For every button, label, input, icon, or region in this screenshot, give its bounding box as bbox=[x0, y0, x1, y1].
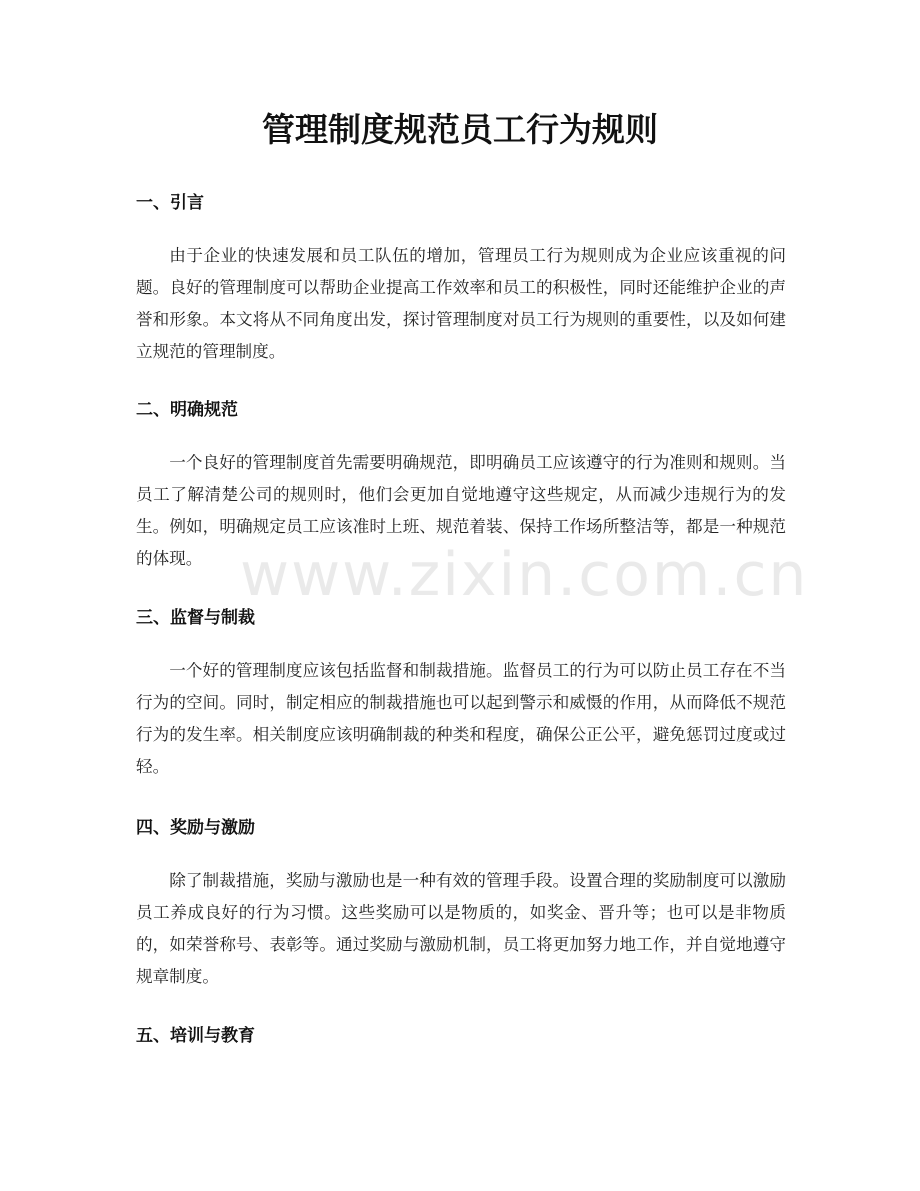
section-training bbox=[136, 1023, 786, 1049]
section-heading: 五、培训与教育 bbox=[136, 1026, 255, 1046]
section-heading: 三、监督与制裁 bbox=[136, 608, 255, 628]
section-heading: 一、引言 bbox=[136, 193, 204, 213]
page-title: 管理制度规范员工行为规则 bbox=[262, 110, 658, 149]
section-body: 一个好的管理制度应该包括监督和制裁措施。监督员工的行为可以防止员工存在不当行为的空间。同时，制定相应的制裁措施也可以起到警示和威慑的作用，从而降低不规范行为的发生率。相关制度应该明确制裁的种类和程度，确保公正公平，避免惩罚过度或过轻。 bbox=[136, 661, 786, 776]
section-rewards bbox=[136, 815, 786, 993]
watermark: www.zixin.com.cn bbox=[240, 540, 809, 610]
section-body: 一个良好的管理制度首先需要明确规范，即明确员工应该遵守的行为准则和规则。当员工了解清楚公司的规则时，他们会更加自觉地遵守这些规定，从而减少违规行为的发生。例如，明确规定员工应该准时上班、规范着装、保持工作场所整洁等，都是一种规范的体现。 bbox=[136, 453, 786, 568]
section-introduction bbox=[136, 190, 786, 368]
section-body: 由于企业的快速发展和员工队伍的增加，管理员工行为规则成为企业应该重视的问题。良好的管理制度可以帮助企业提高工作效率和员工的积极性，同时还能维护企业的声誉和形象。本文将从不同角度出发，探讨管理制度对员工行为规则的重要性，以及如何建立规范的管理制度。 bbox=[136, 246, 786, 361]
section-heading: 四、奖励与激励 bbox=[136, 818, 255, 838]
section-supervision bbox=[136, 605, 786, 783]
section-clear-rules bbox=[136, 397, 786, 575]
section-body: 除了制裁措施，奖励与激励也是一种有效的管理手段。设置合理的奖励制度可以激励员工养成良好的行为习惯。这些奖励可以是物质的，如奖金、晋升等；也可以是非物质的，如荣誉称号、表彰等。通过奖励与激励机制，员工将更加努力地工作，并自觉地遵守规章制度。 bbox=[136, 871, 786, 986]
section-heading: 二、明确规范 bbox=[136, 400, 238, 420]
